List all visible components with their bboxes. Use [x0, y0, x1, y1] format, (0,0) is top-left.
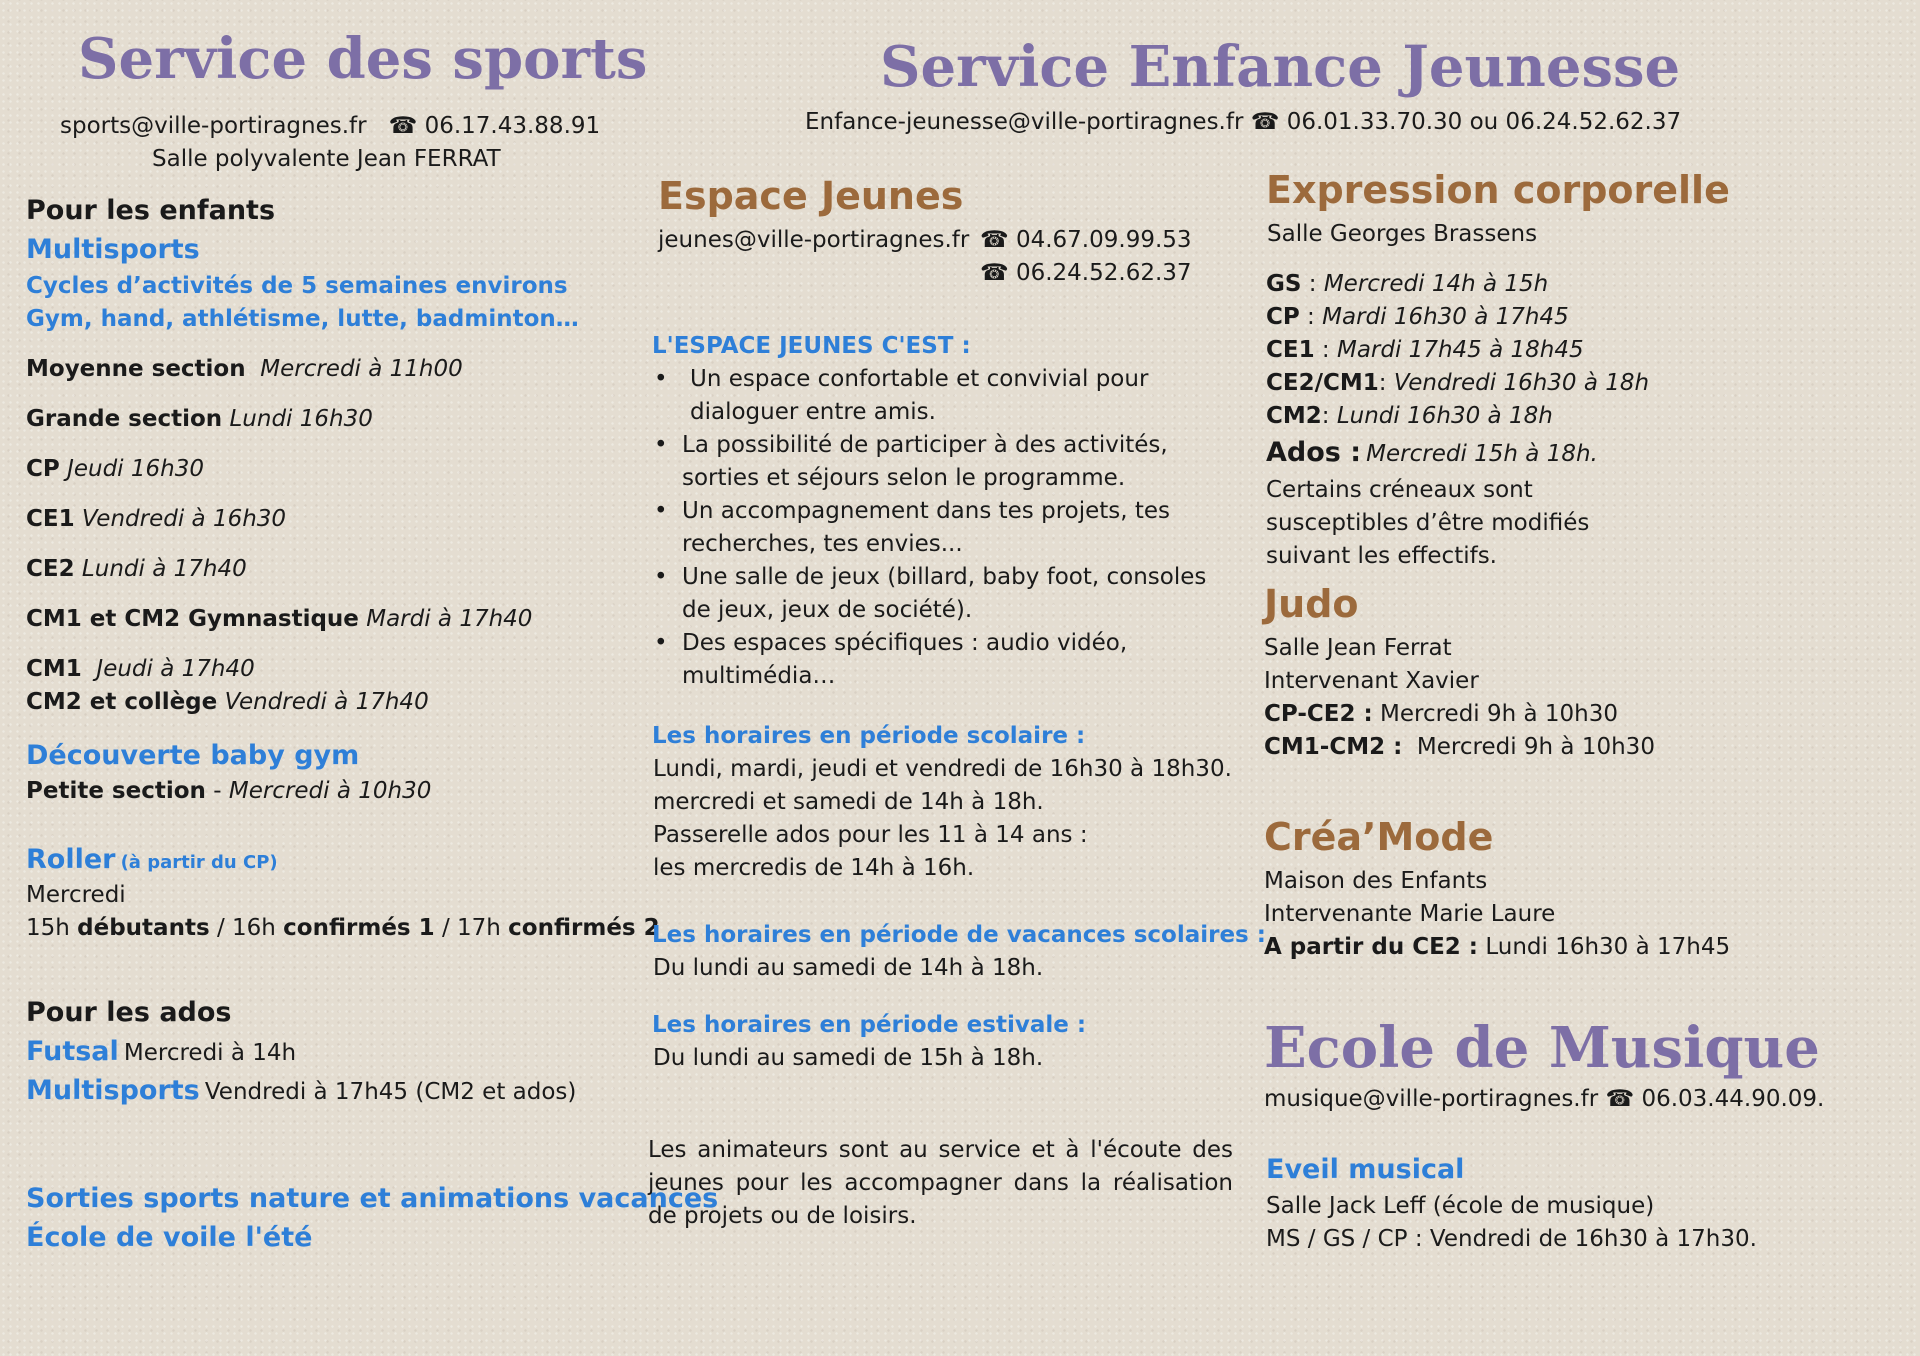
session-time: Jeudi 16h30 — [67, 456, 204, 482]
sports-venue: Salle polyvalente Jean FERRAT — [152, 146, 501, 172]
roller-slot-time: 17h — [457, 915, 501, 941]
session-time: Mardi 17h45 à 18h45 — [1336, 337, 1584, 363]
musique-contact — [1264, 1083, 1824, 1116]
espace-title: Espace Jeunes — [658, 174, 964, 218]
session-row — [26, 603, 532, 636]
sports-phone: ☎ 06.17.43.88.91 — [388, 113, 601, 139]
judo-intervenant: Intervenant Xavier — [1264, 668, 1479, 694]
session-level: GS — [1266, 271, 1302, 297]
session-time: Lundi 16h30 — [229, 406, 373, 432]
roller-note: (à partir du CP) — [120, 852, 278, 873]
session-time: Lundi 16h30 à 18h — [1336, 403, 1553, 429]
list-item: • La possibilité de participer à des activités, sorties et séjours selon le programme. — [652, 429, 1242, 495]
creamode-venue: Maison des Enfants — [1264, 868, 1488, 894]
scolaire-line: les mercredis de 14h à 16h. — [653, 855, 975, 881]
roller-slots — [26, 912, 660, 945]
musique-email[interactable]: musique@ville-portiragnes.fr — [1264, 1086, 1599, 1112]
musique-phone: ☎ 06.03.44.90.09. — [1605, 1086, 1825, 1112]
expression-session — [1266, 334, 1584, 367]
session-row — [26, 553, 247, 586]
multisports-title: Multisports — [26, 234, 200, 265]
session-time: Mercredi 9h à 10h30 — [1380, 701, 1619, 727]
sports-title: Service des sports — [78, 26, 648, 92]
session-separator: : — [1378, 370, 1394, 396]
roller-separator: / — [434, 915, 458, 941]
session-time: Jeudi à 17h40 — [96, 656, 255, 682]
babygym-title: Découverte baby gym — [26, 740, 360, 771]
roller-separator: / — [209, 915, 233, 941]
session-level: CE2/CM1 — [1266, 370, 1379, 396]
session-row — [26, 353, 463, 386]
session-level: CM1-CM2 : — [1264, 734, 1403, 760]
session-row — [26, 653, 255, 686]
sorties-nature: Sorties sports nature et animations vacances — [26, 1183, 719, 1214]
animateurs-text: Les animateurs sont au service et à l'écoute des jeunes pour les accompagner dans la réalisation de projets ou de loisirs. — [648, 1137, 1233, 1229]
roller-slot-label: débutants — [77, 915, 210, 941]
babygym-separator: - — [205, 778, 229, 804]
musique-title: Ecole de Musique — [1264, 1015, 1820, 1081]
ecole-voile: École de voile l'été — [26, 1222, 313, 1253]
session-level: Moyenne section — [26, 356, 246, 382]
roller-slot-time: 15h — [26, 915, 70, 941]
session-level: CM2 — [1266, 403, 1322, 429]
ados-time: Mercredi 15h à 18h. — [1366, 441, 1598, 467]
multisports-cycles: Cycles d’activités de 5 semaines environs — [26, 273, 568, 299]
futsal-row — [26, 1034, 296, 1073]
expression-note: Certains créneaux sont susceptibles d’être modifiés suivant les effectifs. — [1266, 477, 1590, 569]
expression-session — [1266, 301, 1569, 334]
session-level: CE1 — [1266, 337, 1315, 363]
roller-slot-time: 16h — [232, 915, 276, 941]
creamode-title: Créa’Mode — [1264, 815, 1494, 859]
judo-session — [1264, 731, 1655, 764]
session-level: CE1 — [26, 506, 75, 532]
enfance-title: Service Enfance Jeunesse — [880, 34, 1681, 100]
ados-label: Ados : — [1266, 437, 1362, 468]
babygym-time: Mercredi à 10h30 — [228, 778, 432, 804]
eveil-venue: Salle Jack Leff (école de musique) — [1266, 1193, 1655, 1219]
expression-ados — [1266, 435, 1598, 474]
scolaire-line: Lundi, mardi, jeudi et vendredi de 16h30 à 18h30. — [653, 756, 1232, 782]
espace-bullet-list — [652, 363, 1242, 693]
expression-session — [1266, 400, 1553, 433]
session-time: Mardi à 17h40 — [366, 606, 533, 632]
babygym-level: Petite section — [26, 778, 206, 804]
babygym-row — [26, 775, 431, 808]
list-item: • Un espace confortable et convivial pour dialoguer entre amis. — [652, 363, 1242, 429]
sports-contact — [60, 110, 600, 143]
enfants-heading: Pour les enfants — [26, 195, 276, 226]
roller-slot-label: confirmés 1 — [283, 915, 435, 941]
futsal-time: Mercredi à 14h — [123, 1040, 297, 1066]
judo-session — [1264, 698, 1618, 731]
session-time: Lundi à 17h40 — [81, 556, 247, 582]
session-row — [26, 686, 429, 719]
judo-title: Judo — [1264, 582, 1359, 626]
session-time: Lundi 16h30 à 17h45 — [1485, 934, 1731, 960]
session-time: Mercredi 9h à 10h30 — [1416, 734, 1655, 760]
session-time: Vendredi à 16h30 — [81, 506, 287, 532]
session-level: Grande section — [26, 406, 223, 432]
estivale-line: Du lundi au samedi de 15h à 18h. — [653, 1045, 1044, 1071]
session-level: CE2 — [26, 556, 75, 582]
session-level: CP — [1266, 304, 1300, 330]
list-item: • Une salle de jeux (billard, baby foot, consoles de jeux, jeux de société). — [652, 561, 1242, 627]
session-level: A partir du CE2 : — [1264, 934, 1479, 960]
enfance-contact — [805, 106, 1681, 139]
expression-venue: Salle Georges Brassens — [1267, 221, 1538, 247]
session-level: CM1 — [26, 656, 82, 682]
roller-heading — [26, 842, 278, 881]
eveil-session: MS / GS / CP : Vendredi de 16h30 à 17h30. — [1266, 1226, 1757, 1252]
session-separator: : — [1321, 403, 1337, 429]
session-time: Vendredi 16h30 à 18h — [1393, 370, 1650, 396]
session-row — [26, 403, 373, 436]
session-time: Mercredi à 11h00 — [260, 356, 463, 382]
espace-email[interactable]: jeunes@ville-portiragnes.fr — [658, 227, 970, 253]
roller-title: Roller — [26, 844, 116, 875]
multisports-activities: Gym, hand, athlétisme, lutte, badminton… — [26, 306, 579, 332]
multisports-ados-time: Vendredi à 17h45 (CM2 et ados) — [204, 1079, 577, 1105]
multisports-ados-title: Multisports — [26, 1075, 200, 1106]
judo-venue: Salle Jean Ferrat — [1264, 635, 1452, 661]
vacances-heading: Les horaires en période de vacances scolaires : — [652, 922, 1266, 948]
espace-phone-1: ☎ 04.67.09.99.53 — [980, 227, 1192, 253]
enfance-email[interactable]: Enfance-jeunesse@ville-portiragnes.fr — [805, 109, 1244, 135]
list-item: • Des espaces spécifiques : audio vidéo, multimédia… — [652, 627, 1242, 693]
creamode-session — [1264, 931, 1730, 964]
roller-slot-label: confirmés 2 — [508, 915, 660, 941]
eveil-title: Eveil musical — [1266, 1154, 1465, 1185]
session-time: Mercredi 14h à 15h — [1323, 271, 1549, 297]
ados-heading: Pour les ados — [26, 997, 232, 1028]
session-time: Mardi 16h30 à 17h45 — [1322, 304, 1569, 330]
multisports-ados-row — [26, 1073, 576, 1112]
session-separator: : — [1314, 337, 1337, 363]
session-row — [26, 503, 286, 536]
scolaire-line: Passerelle ados pour les 11 à 14 ans : — [653, 822, 1088, 848]
roller-day: Mercredi — [26, 882, 126, 908]
espace-cest-heading: L'ESPACE JEUNES C'EST : — [652, 333, 971, 359]
estivale-heading: Les horaires en période estivale : — [652, 1012, 1087, 1038]
session-level: CM2 et collège — [26, 689, 218, 715]
expression-session — [1266, 367, 1649, 400]
espace-phone-2: ☎ 06.24.52.62.37 — [980, 260, 1192, 286]
session-level: CM1 et CM2 Gymnastique — [26, 606, 359, 632]
sports-email[interactable]: sports@ville-portiragnes.fr — [60, 113, 367, 139]
enfance-phone: ☎ 06.01.33.70.30 ou 06.24.52.62.37 — [1250, 109, 1682, 135]
session-row — [26, 453, 204, 486]
session-level: CP-CE2 : — [1264, 701, 1373, 727]
creamode-intervenant: Intervenante Marie Laure — [1264, 901, 1556, 927]
scolaire-line: mercredi et samedi de 14h à 18h. — [653, 789, 1044, 815]
vacances-line: Du lundi au samedi de 14h à 18h. — [653, 955, 1044, 981]
scolaire-heading: Les horaires en période scolaire : — [652, 723, 1086, 749]
session-level: CP — [26, 456, 60, 482]
list-item: • Un accompagnement dans tes projets, tes recherches, tes envies... — [652, 495, 1242, 561]
expression-session — [1266, 268, 1548, 301]
session-separator: : — [1299, 304, 1323, 330]
session-time: Vendredi à 17h40 — [224, 689, 429, 715]
futsal-title: Futsal — [26, 1036, 119, 1067]
session-separator: : — [1301, 271, 1324, 297]
expression-title: Expression corporelle — [1266, 168, 1730, 212]
